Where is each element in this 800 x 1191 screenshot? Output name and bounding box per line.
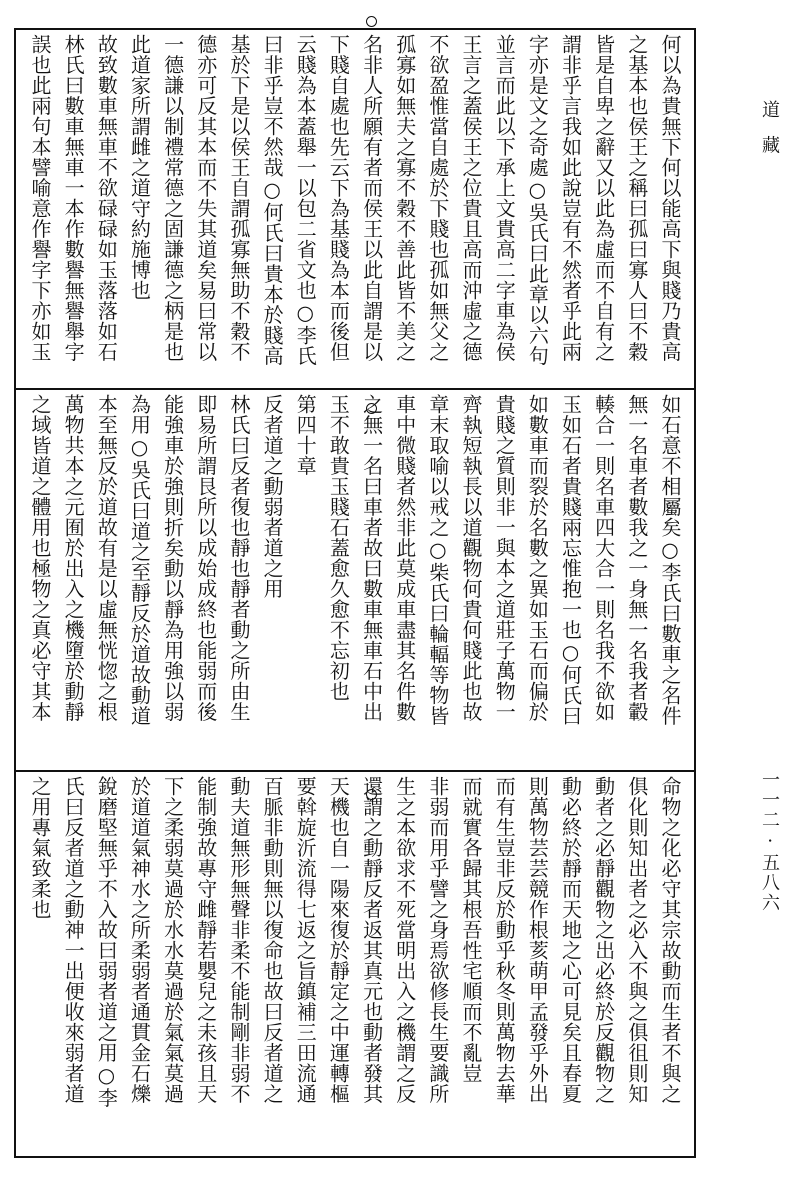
text-column: 此道家所謂雌之道守約施博也 [127, 34, 152, 301]
text-column: 玉如石者貴賤兩忘惟抱一也○何氏曰 [558, 394, 583, 726]
text-panel-middle [18, 394, 692, 766]
text-column: 無一名車者數我之一身無一名我者轂 [624, 394, 649, 722]
text-column: 林氏曰反者復也靜也靜者動之所由生 [226, 394, 251, 722]
text-column: 之無一名曰車者故曰數車無車石中出 [359, 394, 384, 722]
collection-label: 道 藏 [759, 100, 780, 160]
text-column: 齊執短執長以道觀物何貴何賤此也故 [459, 394, 484, 722]
text-column: 誤也此兩句本譬喻意作譽字下亦如玉 [28, 34, 52, 362]
text-column: 故致數車無車不欲碌碌如玉落落如石 [94, 34, 119, 362]
text-column: 並言而此以下承上文貴高二字車為侯 [492, 34, 517, 362]
text-column: 如數車而裂於名數之異如玉石而偏於 [525, 394, 550, 722]
text-panel-bottom [18, 776, 692, 1154]
text-column: 貴賤之質則非一與本之道莊子萬物一 [492, 394, 517, 722]
text-column: 命物之化必守其宗故動而生者不與之 [657, 776, 682, 1104]
text-column: 則萬物芸芸競作根荄萌甲孟發乎外出 [525, 776, 550, 1104]
text-column: 何以為貴無下何以能高下與賤乃貴高 [657, 34, 682, 362]
text-panel-top [18, 34, 692, 386]
text-column: 名非人所願有者而侯王以此自謂是以 [359, 34, 384, 362]
text-column: 字亦是文之奇處○吳氏曰此章以六句 [525, 34, 550, 366]
text-column: 孤寡如無夫之寡不穀不善此皆不美之 [392, 34, 417, 362]
text-column: 非弱而用乎譬之身焉欲修長生要識所 [425, 776, 450, 1104]
text-column: 氏曰反者道之動神一出便收來弱者道 [61, 776, 86, 1104]
text-column: 即易所謂艮所以成始成終也能弱而後 [193, 394, 218, 722]
text-column: 之域皆道之體用也極物之真必守其本 [28, 394, 52, 722]
text-column: 皆是自卑之辭又以此為虛而不自有之 [591, 34, 616, 362]
text-column: 天機也自一陽來復於靜定之中運轉樞 [326, 776, 351, 1104]
text-column: 輳合一則名車四大合一則名我不欲如 [591, 394, 616, 722]
text-column: 銳磨堅無乎不入故曰弱者道之用○李 [94, 776, 119, 1108]
text-column: 生之本欲求不死當明出入之機謂之反 [392, 776, 417, 1104]
panel-divider-1 [14, 388, 696, 390]
text-column: 曰非乎豈不然哉○何氏曰貴本於賤高 [260, 34, 285, 366]
text-column: 為用○吳氏曰道之至靜反於道故動道 [127, 394, 152, 726]
text-column: 謂非乎言我如此說豈有不然者乎此兩 [558, 34, 583, 362]
text-column: 之基本也侯王之稱曰孤曰寡人曰不穀 [624, 34, 649, 362]
text-column: 林氏曰數車無車一本作數譽無譽舉字 [61, 34, 86, 362]
page-number-label: 一一二 · 五八六 [759, 770, 780, 914]
text-column: 而有生豈非反於動乎秋冬則萬物去華 [492, 776, 517, 1104]
text-column: 俱化則知出者之必入不與之俱徂則知 [624, 776, 649, 1104]
text-column: 云賤為本蓋舉一以包二省文也○李氏 [293, 34, 318, 366]
text-column: 下賤自處也先云下為基賤為本而後但 [326, 34, 351, 362]
text-column: 之用專氣致柔也 [28, 776, 52, 920]
text-column: 一德謙以制禮常德之固謙德之柄是也 [160, 34, 185, 362]
circle-mark-1 [366, 16, 377, 27]
text-column: 車中微賤者然非此莫成車盡其名件數 [392, 394, 417, 722]
text-column: 章末取喻以戒之○柴氏曰輪輻等物皆 [425, 394, 450, 726]
text-column: 第四十章 [293, 394, 318, 476]
text-column: 萬物共本之元囿於出入之機墮於動靜 [61, 394, 86, 722]
panel-divider-2 [14, 770, 696, 772]
text-column: 王言之蓋侯王之位貴且高而沖虛之德 [459, 34, 484, 362]
text-column: 基於下是以侯王自謂孤寡無助不穀不 [226, 34, 251, 362]
text-column: 動者之必靜觀物之出必終於反觀物之 [591, 776, 616, 1104]
text-column: 反者道之動弱者道之用 [260, 394, 285, 599]
text-column: 不欲盈惟當自處於下賤也孤如無父之 [425, 34, 450, 362]
text-column: 下之柔弱莫過於水水莫過於氣氣莫過 [160, 776, 185, 1104]
text-column: 能制強故專守雌靜若嬰兒之未孩且天 [193, 776, 218, 1104]
text-column: 於道道氣神水之所柔弱者通貫金石爍 [127, 776, 152, 1104]
text-column: 要斡旋沂流得七返之旨鎮補三田流通 [293, 776, 318, 1104]
text-column: 如石意不相屬矣○李氏曰數車之名件 [657, 394, 682, 726]
text-column: 還謂之動靜反者返其真元也動者發其 [359, 776, 384, 1104]
text-column: 本至無反於道故有是以虛無恍惚之根 [94, 394, 119, 722]
text-column: 玉不敢貴玉賤石蓋愈久愈不忘初也 [326, 394, 351, 702]
text-column: 動夫道無形無聲非柔不能制剛非弱不 [226, 776, 251, 1104]
text-column: 德亦可反其本而不失其道矣易曰常以 [193, 34, 218, 362]
text-column: 動必終於靜而天地之心可見矣且春夏 [558, 776, 583, 1104]
text-column: 而就實各歸其根吾性宅順而不亂豈 [459, 776, 484, 1084]
text-column: 能強車於強則折矣動以靜為用強以弱 [160, 394, 185, 722]
text-column: 百脈非動則無以復命也故曰反者道之 [260, 776, 285, 1104]
